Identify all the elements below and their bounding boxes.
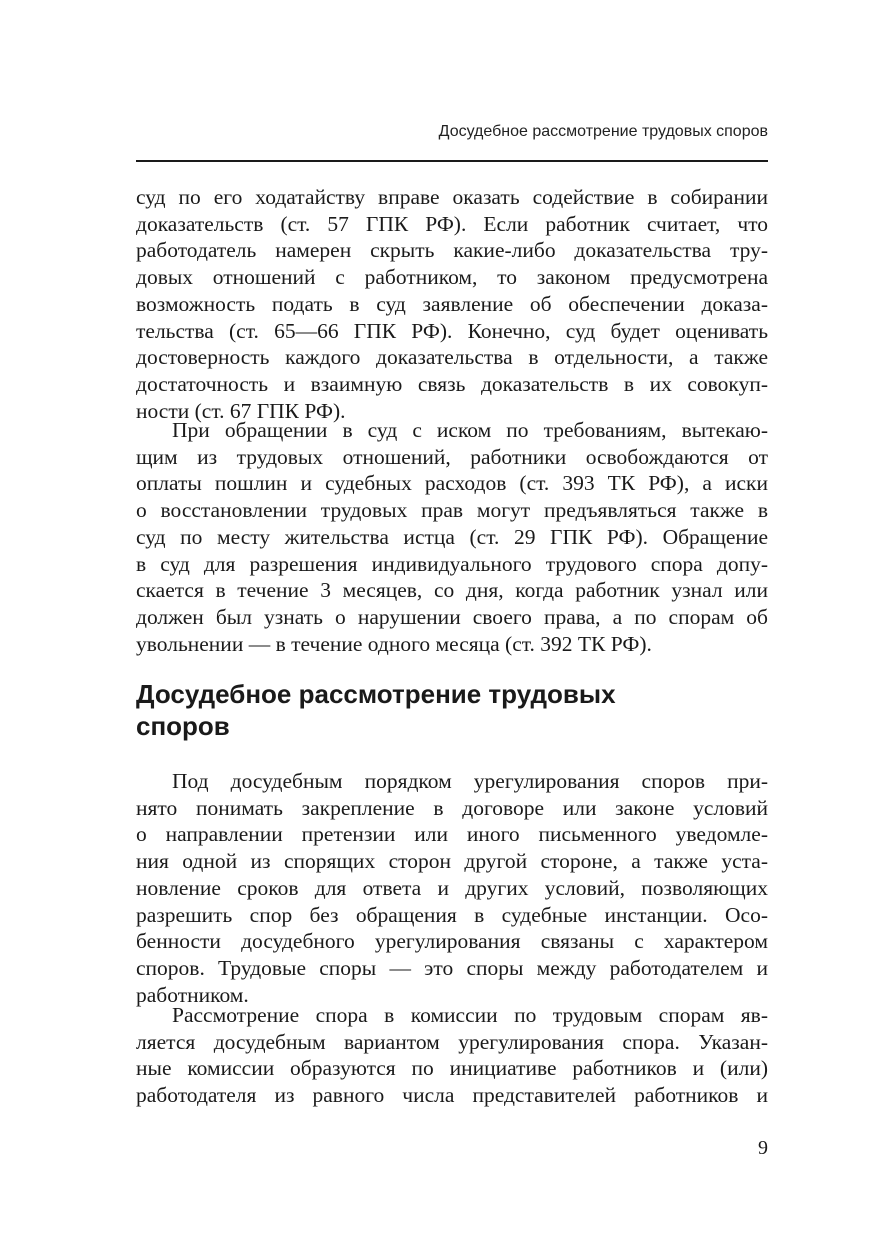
text-line: о направлении претензии или иного письменного уведомле- bbox=[136, 822, 768, 847]
text-line: оплаты пошлин и судебных расходов (ст. 393 ТК РФ), а иски bbox=[136, 471, 768, 496]
text-line: Рассмотрение спора в комиссии по трудовым спорам яв- bbox=[172, 1003, 768, 1027]
text-line: увольнении — в течение одного месяца (ст. 392 ТК РФ). bbox=[136, 631, 652, 656]
text-line: достаточность и взаимную связь доказательств в их совокуп- bbox=[136, 371, 768, 396]
section-heading bbox=[136, 678, 768, 742]
text-line: скается в течение 3 месяцев, со дня, когда работник узнал или bbox=[136, 578, 768, 603]
text-line: щим из трудовых отношений, работники освобождаются от bbox=[136, 444, 768, 469]
text-line: споров. Трудовые споры — это споры между работодателем и bbox=[136, 955, 768, 980]
header-rule bbox=[136, 160, 768, 162]
text-line: суд по месту жительства истца (ст. 29 ГПК РФ). Обращение bbox=[136, 524, 768, 549]
text-line: довых отношений с работником, то законом предусмотрена bbox=[136, 265, 768, 290]
text-line: ния одной из спорящих сторон другой стороне, а также уста- bbox=[136, 849, 768, 874]
text-line: нято понимать закрепление в договоре или законе условий bbox=[136, 795, 768, 820]
text-line: возможность подать в суд заявление об обеспечении доказа- bbox=[136, 291, 768, 316]
body-paragraph bbox=[136, 184, 768, 424]
running-header: Досудебное рассмотрение трудовых споров bbox=[438, 123, 768, 140]
text-line: ные комиссии образуются по инициативе работников и (или) bbox=[136, 1056, 768, 1081]
body-paragraph bbox=[136, 1002, 768, 1109]
text-line: достоверность каждого доказательства в отдельности, а также bbox=[136, 345, 768, 370]
text-line: ности (ст. 67 ГПК РФ). bbox=[136, 398, 346, 423]
text-line: Под досудебным порядком урегулирования споров при- bbox=[172, 769, 768, 793]
text-line: ляется досудебным вариантом урегулирования спора. Указан- bbox=[136, 1029, 768, 1054]
text-line: суд по его ходатайству вправе оказать содействие в собирании bbox=[136, 185, 768, 209]
text-line: в суд для разрешения индивидуального трудового спора допу- bbox=[136, 551, 768, 576]
text-line: должен был узнать о нарушении своего права, а по спорам об bbox=[136, 604, 768, 629]
heading-line: Досудебное рассмотрение трудовых bbox=[136, 679, 616, 709]
text-line: бенности досудебного урегулирования связаны с характером bbox=[136, 929, 768, 954]
text-line: о восстановлении трудовых прав могут предъявляться также в bbox=[136, 498, 768, 523]
heading-line: споров bbox=[136, 711, 230, 741]
text-line: доказательств (ст. 57 ГПК РФ). Если работник считает, что bbox=[136, 211, 768, 236]
text-line: разрешить спор без обращения в судебные инстанции. Осо- bbox=[136, 902, 768, 927]
body-paragraph bbox=[136, 768, 768, 1008]
text-line: новление сроков для ответа и других условий, позволяющих bbox=[136, 875, 768, 900]
text-line: тельства (ст. 65—66 ГПК РФ). Конечно, суд будет оценивать bbox=[136, 318, 768, 343]
text-line: работодатель намерен скрыть какие-либо доказательства тру- bbox=[136, 238, 768, 263]
body-paragraph bbox=[136, 417, 768, 657]
text-line: работником. bbox=[136, 982, 249, 1007]
text-line: При обращении в суд с иском по требованиям, вытекаю- bbox=[172, 418, 768, 442]
text-line: работодателя из равного числа представителей работников и bbox=[136, 1083, 768, 1108]
page-number: 9 bbox=[758, 1137, 768, 1159]
